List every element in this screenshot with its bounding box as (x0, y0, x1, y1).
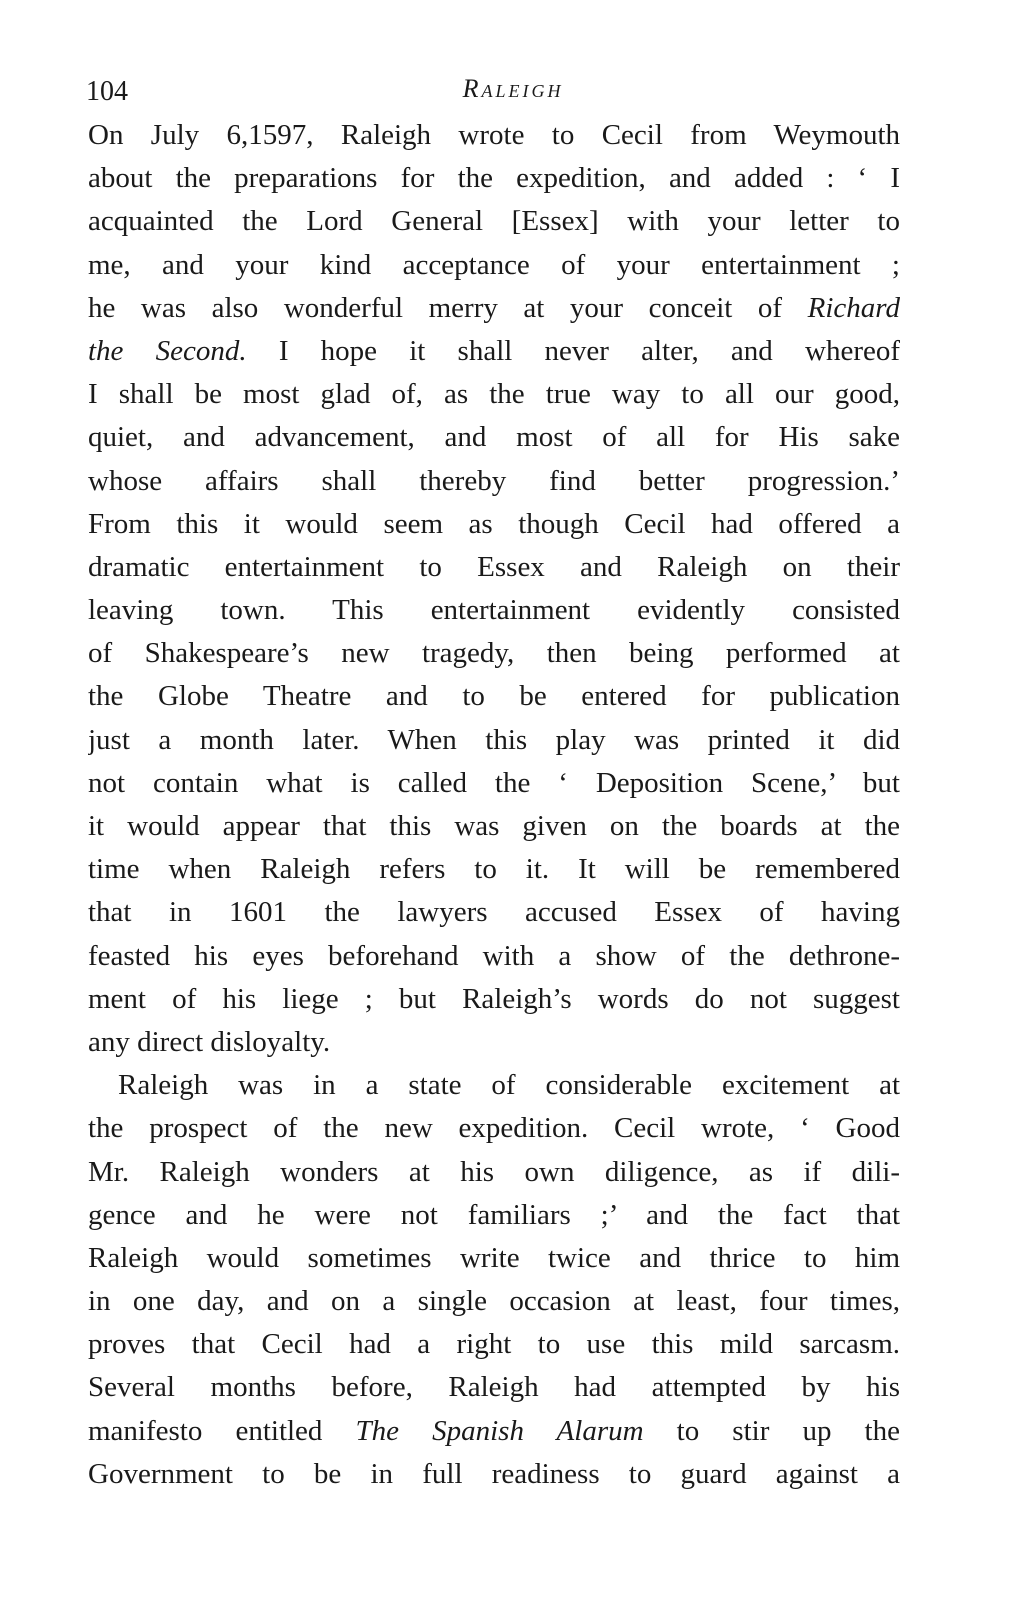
text-line (88, 503, 900, 546)
text-line (88, 1237, 900, 1280)
text-segment: manifesto entitled (88, 1414, 356, 1447)
text-segment: From this it would seem as though Cecil had offered a (88, 507, 900, 540)
text-line (88, 589, 900, 632)
text-segment: I shall be most glad of, as the true way to all our good, (88, 378, 900, 411)
text-segment: it would appear that this was given on the boards at the (88, 810, 900, 842)
text-line (88, 330, 900, 373)
text-line (88, 287, 900, 330)
text-line (88, 1064, 900, 1107)
text-segment: time when Raleigh refers to it. It will be remembered (88, 853, 900, 886)
text-segment: Several months before, Raleigh had attempted by his (88, 1371, 900, 1404)
page-number: 104 (86, 76, 128, 107)
text-line (88, 935, 900, 978)
text-line (88, 1410, 900, 1453)
text-segment: about the preparations for the expedition, and added : ‘ I (88, 162, 900, 195)
text-segment: to stir up the (643, 1414, 900, 1447)
text-line (88, 200, 900, 243)
text-line (88, 244, 900, 287)
italic-text: Richard (807, 291, 900, 324)
text-line (88, 416, 900, 459)
text-segment: not contain what is called the ‘ Deposition Scene,’ but (88, 766, 900, 799)
text-line (88, 1366, 900, 1409)
text-line (88, 1151, 900, 1194)
text-segment: the prospect of the new expedition. Cecil wrote, ‘ Good (88, 1112, 900, 1145)
text-line (88, 1194, 900, 1237)
text-segment: acquainted the Lord General [Essex] with your letter to (88, 205, 900, 238)
text-line (88, 546, 900, 589)
text-segment: that in 1601 the lawyers accused Essex of having (88, 896, 900, 929)
text-segment: I hope it shall never alter, and whereof (246, 334, 900, 367)
text-line (88, 1021, 900, 1064)
text-line (88, 157, 900, 200)
page-body-text (88, 114, 900, 1496)
text-segment: feasted his eyes beforehand with a show of the dethrone- (88, 939, 900, 972)
italic-text: The Spanish Alarum (355, 1414, 644, 1447)
text-line (88, 1453, 900, 1496)
text-line (88, 1323, 900, 1366)
text-line (88, 1280, 900, 1323)
text-line (88, 675, 900, 718)
text-segment: any direct disloyalty. (88, 1025, 331, 1058)
text-segment: quiet, and advancement, and most of all for His sake (88, 421, 900, 454)
text-line (88, 632, 900, 675)
text-line (88, 1107, 900, 1150)
text-segment: in one day, and on a single occasion at least, four times, (88, 1285, 900, 1318)
text-segment: me, and your kind acceptance of your entertainment ; (88, 248, 900, 281)
text-segment: Raleigh was in a state of considerable excitement at (118, 1069, 900, 1102)
text-segment: of Shakespeare’s new tragedy, then being performed at (88, 637, 900, 670)
text-line (88, 719, 900, 762)
italic-text: the Second. (88, 334, 247, 367)
text-segment: On July 6,1597, Raleigh wrote to Cecil from Weymouth (88, 119, 900, 151)
text-line (88, 762, 900, 805)
text-line (88, 891, 900, 934)
text-line (88, 848, 900, 891)
text-line (88, 978, 900, 1021)
text-line (88, 373, 900, 416)
text-segment: the Globe Theatre and to be entered for publication (88, 680, 900, 713)
text-line (88, 460, 900, 503)
text-segment: dramatic entertainment to Essex and Raleigh on their (88, 550, 900, 583)
text-segment: leaving town. This entertainment evidently consisted (88, 594, 900, 627)
text-line (88, 114, 900, 157)
text-segment: Mr. Raleigh wonders at his own diligence, as if dili- (88, 1155, 900, 1188)
running-title: Raleigh (462, 74, 564, 103)
text-segment: Raleigh would sometimes write twice and thrice to him (88, 1241, 900, 1274)
text-segment: gence and he were not familiars ;’ and the fact that (88, 1198, 900, 1231)
text-segment: just a month later. When this play was printed it did (88, 723, 900, 756)
text-segment: whose affairs shall thereby find better progression.’ (88, 464, 900, 497)
text-segment: he was also wonderful merry at your conceit of (88, 291, 808, 324)
text-segment: Government to be in full readiness to guard against a (88, 1457, 900, 1490)
text-line (88, 805, 900, 848)
text-segment: ment of his liege ; but Raleigh’s words do not suggest (88, 982, 900, 1015)
text-segment: proves that Cecil had a right to use this mild sarcasm. (88, 1328, 900, 1361)
